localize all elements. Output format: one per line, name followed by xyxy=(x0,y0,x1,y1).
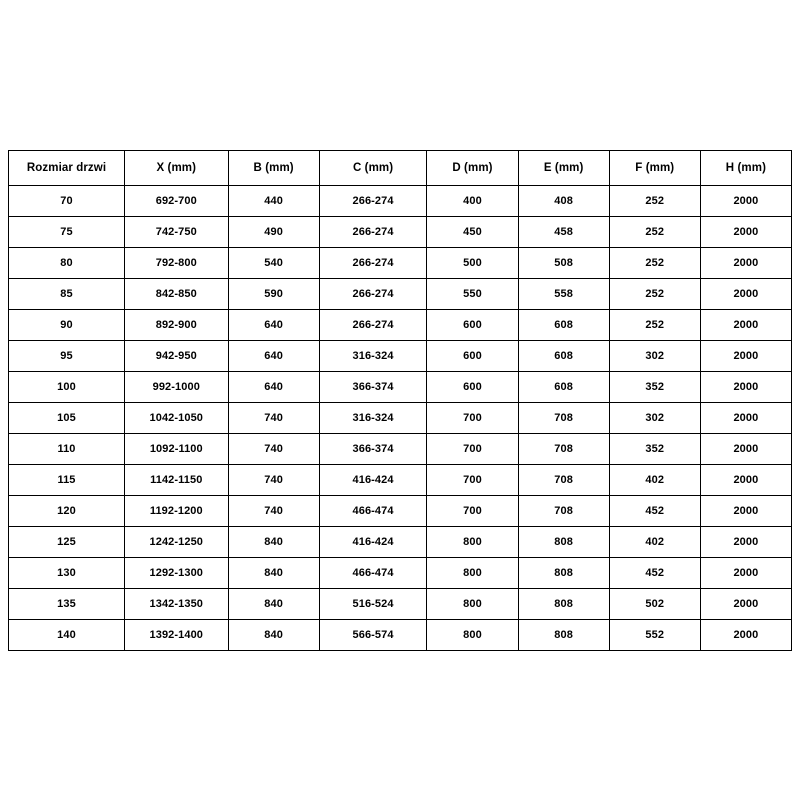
table-cell: 2000 xyxy=(700,310,791,341)
table-cell: 708 xyxy=(518,496,609,527)
table-cell: 302 xyxy=(609,341,700,372)
table-cell: 708 xyxy=(518,434,609,465)
table-cell: 2000 xyxy=(700,341,791,372)
table-cell: 508 xyxy=(518,248,609,279)
table-cell: 540 xyxy=(228,248,319,279)
table-row xyxy=(9,403,792,434)
table-cell: 942-950 xyxy=(125,341,229,372)
table-cell: 808 xyxy=(518,558,609,589)
table-cell: 95 xyxy=(9,341,125,372)
table-cell: 100 xyxy=(9,372,125,403)
table-cell: 1292-1300 xyxy=(125,558,229,589)
table-cell: 800 xyxy=(427,589,518,620)
table-cell: 800 xyxy=(427,620,518,651)
table-cell: 842-850 xyxy=(125,279,229,310)
table-cell: 2000 xyxy=(700,465,791,496)
table-cell: 125 xyxy=(9,527,125,558)
table-cell: 75 xyxy=(9,217,125,248)
table-cell: 2000 xyxy=(700,434,791,465)
table-cell: 440 xyxy=(228,186,319,217)
table-cell: 2000 xyxy=(700,558,791,589)
table-cell: 840 xyxy=(228,589,319,620)
table-cell: 110 xyxy=(9,434,125,465)
table-cell: 252 xyxy=(609,186,700,217)
table-header-cell: D (mm) xyxy=(427,151,518,186)
table-cell: 692-700 xyxy=(125,186,229,217)
table-cell: 366-374 xyxy=(319,434,427,465)
table-cell: 792-800 xyxy=(125,248,229,279)
table-cell: 742-750 xyxy=(125,217,229,248)
table-cell: 452 xyxy=(609,558,700,589)
table-cell: 600 xyxy=(427,372,518,403)
table-cell: 2000 xyxy=(700,186,791,217)
table-cell: 740 xyxy=(228,434,319,465)
table-cell: 1392-1400 xyxy=(125,620,229,651)
table-cell: 808 xyxy=(518,589,609,620)
table-row xyxy=(9,248,792,279)
table-cell: 1142-1150 xyxy=(125,465,229,496)
table-row xyxy=(9,558,792,589)
table-cell: 252 xyxy=(609,279,700,310)
table-cell: 408 xyxy=(518,186,609,217)
table-cell: 2000 xyxy=(700,527,791,558)
table-cell: 466-474 xyxy=(319,496,427,527)
table-header-cell: E (mm) xyxy=(518,151,609,186)
table-row xyxy=(9,279,792,310)
table-cell: 352 xyxy=(609,434,700,465)
table-cell: 608 xyxy=(518,372,609,403)
table-cell: 252 xyxy=(609,248,700,279)
table-cell: 566-574 xyxy=(319,620,427,651)
table-cell: 266-274 xyxy=(319,248,427,279)
table-header-cell: X (mm) xyxy=(125,151,229,186)
table-cell: 1092-1100 xyxy=(125,434,229,465)
door-size-table xyxy=(8,150,792,651)
size-table-container xyxy=(8,150,792,651)
table-cell: 266-274 xyxy=(319,279,427,310)
table-cell: 1192-1200 xyxy=(125,496,229,527)
table-row xyxy=(9,372,792,403)
table-cell: 402 xyxy=(609,465,700,496)
table-row xyxy=(9,434,792,465)
table-cell: 808 xyxy=(518,527,609,558)
table-cell: 808 xyxy=(518,620,609,651)
table-cell: 1042-1050 xyxy=(125,403,229,434)
table-cell: 600 xyxy=(427,310,518,341)
table-cell: 70 xyxy=(9,186,125,217)
table-cell: 105 xyxy=(9,403,125,434)
table-cell: 700 xyxy=(427,403,518,434)
table-header-cell: Rozmiar drzwi xyxy=(9,151,125,186)
table-cell: 416-424 xyxy=(319,527,427,558)
table-cell: 516-524 xyxy=(319,589,427,620)
table-cell: 366-374 xyxy=(319,372,427,403)
table-cell: 140 xyxy=(9,620,125,651)
table-cell: 115 xyxy=(9,465,125,496)
table-cell: 700 xyxy=(427,496,518,527)
table-cell: 700 xyxy=(427,434,518,465)
table-header-cell: B (mm) xyxy=(228,151,319,186)
table-cell: 840 xyxy=(228,527,319,558)
table-cell: 552 xyxy=(609,620,700,651)
table-cell: 266-274 xyxy=(319,186,427,217)
table-header-row xyxy=(9,151,792,186)
table-cell: 740 xyxy=(228,496,319,527)
table-cell: 992-1000 xyxy=(125,372,229,403)
table-cell: 120 xyxy=(9,496,125,527)
table-cell: 640 xyxy=(228,372,319,403)
table-cell: 502 xyxy=(609,589,700,620)
table-cell: 892-900 xyxy=(125,310,229,341)
table-cell: 90 xyxy=(9,310,125,341)
table-cell: 266-274 xyxy=(319,310,427,341)
table-cell: 800 xyxy=(427,558,518,589)
table-cell: 740 xyxy=(228,465,319,496)
table-cell: 2000 xyxy=(700,248,791,279)
table-header-cell: C (mm) xyxy=(319,151,427,186)
table-cell: 608 xyxy=(518,310,609,341)
table-cell: 2000 xyxy=(700,496,791,527)
table-cell: 550 xyxy=(427,279,518,310)
table-row xyxy=(9,589,792,620)
table-cell: 450 xyxy=(427,217,518,248)
table-cell: 708 xyxy=(518,403,609,434)
table-cell: 2000 xyxy=(700,620,791,651)
table-row xyxy=(9,496,792,527)
table-cell: 800 xyxy=(427,527,518,558)
table-cell: 80 xyxy=(9,248,125,279)
table-cell: 316-324 xyxy=(319,403,427,434)
table-cell: 700 xyxy=(427,465,518,496)
table-cell: 840 xyxy=(228,558,319,589)
table-row xyxy=(9,217,792,248)
table-cell: 590 xyxy=(228,279,319,310)
table-cell: 302 xyxy=(609,403,700,434)
table-cell: 252 xyxy=(609,310,700,341)
table-row xyxy=(9,186,792,217)
table-cell: 352 xyxy=(609,372,700,403)
table-cell: 2000 xyxy=(700,372,791,403)
table-cell: 452 xyxy=(609,496,700,527)
table-row xyxy=(9,310,792,341)
table-row xyxy=(9,620,792,651)
table-cell: 466-474 xyxy=(319,558,427,589)
table-cell: 1342-1350 xyxy=(125,589,229,620)
table-cell: 640 xyxy=(228,310,319,341)
table-cell: 458 xyxy=(518,217,609,248)
table-cell: 840 xyxy=(228,620,319,651)
table-cell: 135 xyxy=(9,589,125,620)
table-cell: 640 xyxy=(228,341,319,372)
table-cell: 600 xyxy=(427,341,518,372)
table-cell: 500 xyxy=(427,248,518,279)
table-cell: 416-424 xyxy=(319,465,427,496)
table-cell: 608 xyxy=(518,341,609,372)
table-header-cell: H (mm) xyxy=(700,151,791,186)
table-cell: 740 xyxy=(228,403,319,434)
table-row xyxy=(9,465,792,496)
table-cell: 130 xyxy=(9,558,125,589)
table-cell: 400 xyxy=(427,186,518,217)
table-cell: 402 xyxy=(609,527,700,558)
table-cell: 2000 xyxy=(700,279,791,310)
table-cell: 85 xyxy=(9,279,125,310)
table-cell: 2000 xyxy=(700,403,791,434)
table-cell: 316-324 xyxy=(319,341,427,372)
table-cell: 2000 xyxy=(700,589,791,620)
table-cell: 266-274 xyxy=(319,217,427,248)
table-header-cell: F (mm) xyxy=(609,151,700,186)
table-cell: 558 xyxy=(518,279,609,310)
table-body xyxy=(9,186,792,651)
table-row xyxy=(9,527,792,558)
table-cell: 252 xyxy=(609,217,700,248)
table-cell: 2000 xyxy=(700,217,791,248)
table-cell: 1242-1250 xyxy=(125,527,229,558)
table-row xyxy=(9,341,792,372)
table-cell: 708 xyxy=(518,465,609,496)
table-cell: 490 xyxy=(228,217,319,248)
